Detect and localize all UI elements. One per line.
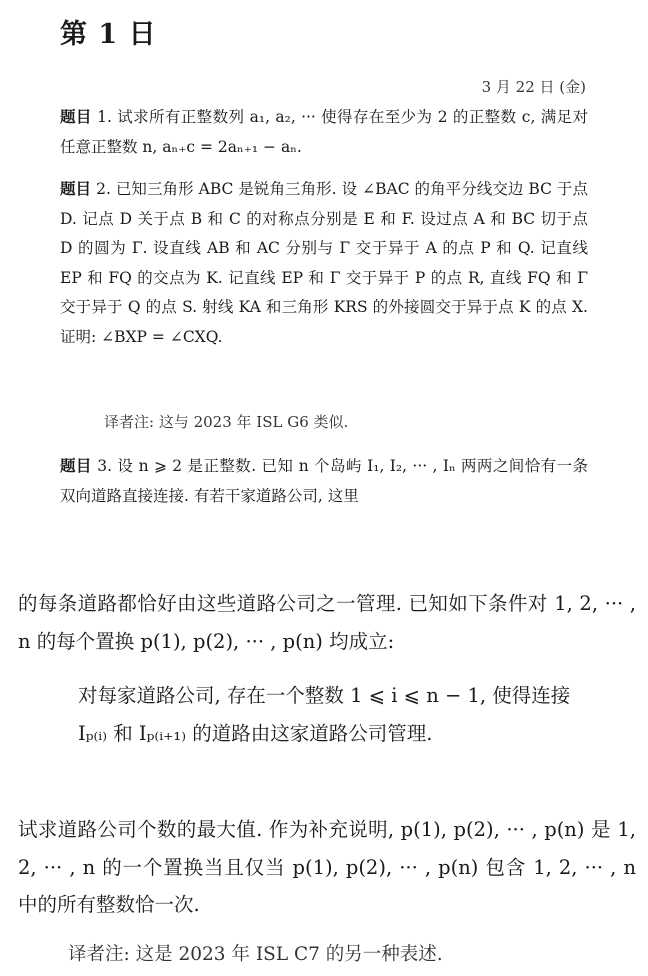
problem-label: 题目	[60, 108, 92, 126]
problem-3-continuation: 的每条道路都恰好由这些道路公司之一管理. 已知如下条件对 1, 2, ··· , n 的每个置换 p(1), p(2), ··· , p(n) 均成立:	[18, 592, 636, 653]
translator-note: 译者注: 这是 2023 年 ISL C7 的另一种表述.	[68, 944, 443, 965]
problem-text: 3. 设 n ⩾ 2 是正整数. 已知 n 个岛屿 I₁, I₂, ··· , Iₙ 两两之间恰有一条双向道路直接连接. 有若干家道路公司, 这里	[60, 457, 588, 505]
translator-note: 译者注: 这与 2023 年 ISL G6 类似.	[104, 413, 349, 431]
problem-3	[60, 452, 588, 511]
problem-2	[60, 175, 588, 352]
page-title: 第 1 日	[60, 19, 157, 50]
problem-3-final: 试求道路公司个数的最大值. 作为补充说明, p(1), p(2), ··· , p(n) 是 1, 2, ··· , n 的一个置换当且仅当 p(1), p(2), ··· , p(n) 包含 1, 2, ··· , n 中的所有整数恰一次.	[18, 818, 636, 916]
problem-label: 题目	[60, 457, 92, 475]
condition-quote: 对每家道路公司, 存在一个整数 1 ⩽ i ⩽ n − 1, 使得连接 Iₚ₍ᵢ₎ 和 Iₚ₍ᵢ₊₁₎ 的道路由这家道路公司管理.	[78, 684, 571, 745]
problem-1	[60, 103, 588, 162]
date: 3 月 22 日 (金)	[481, 78, 586, 96]
problem-text: 2. 已知三角形 ABC 是锐角三角形. 设 ∠BAC 的角平分线交边 BC 于点 D. 记点 D 关于点 B 和 C 的对称点分别是 E 和 F. 设过点 A 和 BC 切于点 D 的圆为 Γ. 设直线 AB 和 AC 分别与 Γ 交于异于 A 的点 P 和 Q. 记直线 EP 和 FQ 的交点为 K. 记直线 EP 和 Γ 交于异于 P 的点 R, 直线 FQ 和 Γ 交于异于 Q 的点 S. 射线 KA 和三角形 KRS 的外接圆交于异于点 K 的点 X. 证明: ∠BXP = ∠CXQ.	[60, 180, 588, 346]
problem-label: 题目	[60, 180, 92, 198]
problem-text: 1. 试求所有正整数列 a₁, a₂, ··· 使得存在至少为 2 的正整数 c, 满足对任意正整数 n, aₙ₊c = 2aₙ₊₁ − aₙ.	[60, 108, 588, 156]
